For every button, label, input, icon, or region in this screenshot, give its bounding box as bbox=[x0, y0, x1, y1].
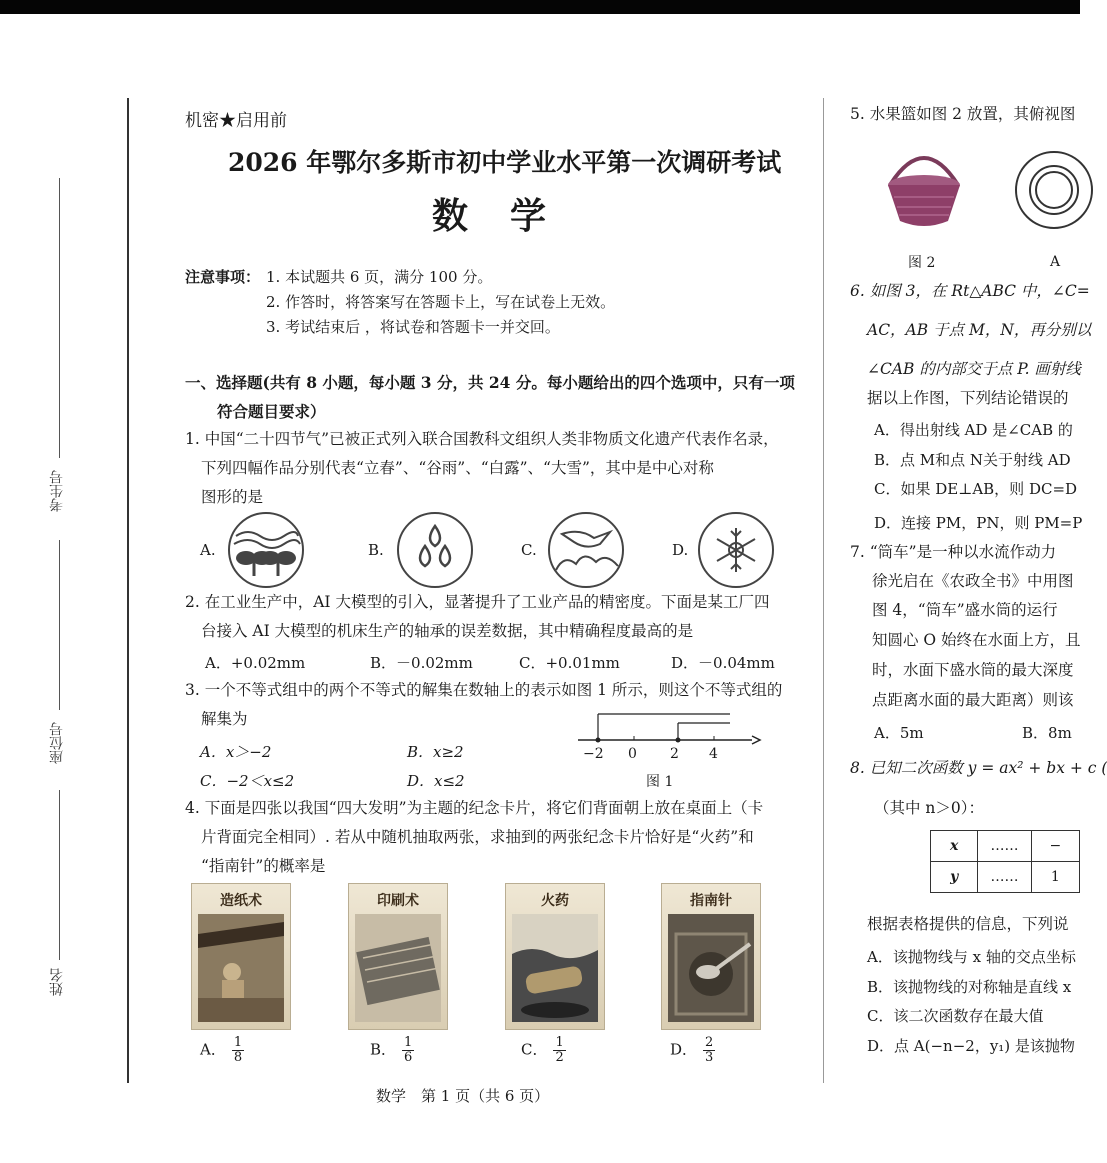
q2-option-c: C．+0.01mm bbox=[519, 654, 620, 672]
table-row bbox=[931, 862, 1080, 893]
top-view-option-a-figure bbox=[1012, 150, 1080, 230]
q6-line: AC，AB 于点 M，N，再分别以 bbox=[867, 321, 1092, 339]
table-row bbox=[931, 831, 1080, 862]
solar-term-bailu-icon bbox=[548, 512, 624, 588]
fruit-basket-figure bbox=[884, 145, 964, 235]
figure-1-caption: 图 1 bbox=[646, 774, 674, 790]
q3-line: 解集为 bbox=[201, 710, 248, 728]
q7-line: 徐光启在《农政全书》中用图 bbox=[872, 572, 1074, 590]
q4-option-c: C． $\frac{1}{2}$ bbox=[521, 1035, 564, 1065]
left-margin-line bbox=[127, 98, 129, 1083]
q7-option-b: B．8m bbox=[1022, 724, 1072, 742]
q1-option-b: B. bbox=[368, 541, 384, 559]
q6-option-a: A．得出射线 AD 是∠CAB 的 bbox=[874, 421, 1073, 439]
q7-line: 时，水面下盛水筒的最大深度 bbox=[872, 661, 1074, 679]
q3-option-d: D．x≤2 bbox=[407, 772, 465, 790]
card-title: 造纸术 bbox=[220, 893, 262, 909]
sidebar-line bbox=[59, 790, 60, 960]
q3-option-b: B．x≥2 bbox=[407, 743, 464, 761]
q6-option-b: B．点 M和点 N关于射线 AD bbox=[874, 451, 1071, 469]
page-footer: 数学 第 1 页（共 6 页） bbox=[376, 1087, 550, 1105]
q8-after-table: 根据表格提供的信息，下列说 bbox=[867, 915, 1069, 933]
notice-label: 注意事项： bbox=[185, 268, 261, 286]
q7-option-a: A．5m bbox=[874, 724, 924, 742]
q4-line: 片背面完全相同）. 若从中随机抽取两张，求抽到的两张纪念卡片恰好是“火药”和 bbox=[201, 828, 754, 846]
notice-item: 3. 考试结束后 ，将试卷和答题卡一并交回。 bbox=[266, 318, 560, 336]
q7-line: 点距离水面的最大距离）则该 bbox=[872, 691, 1074, 709]
q1-line: 下列四幅作品分别代表“立春”、“谷雨”、“白露”、“大雪”，其中是中心对称 bbox=[201, 459, 714, 477]
sidebar-line bbox=[59, 178, 60, 458]
card-title: 指南针 bbox=[690, 893, 732, 909]
axis-tick-label: −2 bbox=[583, 746, 604, 762]
figure-2-caption: 图 2 bbox=[908, 255, 936, 271]
q1-line: 1. 中国“二十四节气”已被正式列入联合国教科文组织人类非物质文化遗产代表作名录， bbox=[185, 430, 779, 448]
solar-term-daxue-icon bbox=[698, 512, 774, 588]
seat-label: 座位号 bbox=[49, 722, 65, 764]
q4-option-b: B． $\frac{1}{6}$ bbox=[370, 1035, 413, 1065]
sidebar-line bbox=[59, 540, 60, 710]
card-printing bbox=[348, 883, 448, 1030]
q7-line: 7. “筒车”是一种以水流作动力 bbox=[850, 543, 1057, 561]
q5-line: 5. 水果篮如图 2 放置，其俯视图 bbox=[850, 105, 1076, 123]
axis-tick-label: 4 bbox=[709, 746, 718, 762]
notice-item: 1. 本试题共 6 页，满分 100 分。 bbox=[266, 268, 493, 286]
q2-line: 2. 在工业生产中，AI 大模型的引入，显著提升了工业产品的精密度。下面是某工厂四 bbox=[185, 593, 770, 611]
exam-no-label: 考生号 bbox=[49, 470, 65, 512]
table-cell: − bbox=[1031, 831, 1079, 862]
q6-option-c: C．如果 DE⊥AB，则 DC=D bbox=[874, 480, 1078, 498]
table-cell: …… bbox=[978, 831, 1031, 862]
notice-item: 2. 作答时，将答案写在答题卡上，写在试卷上无效。 bbox=[266, 293, 616, 311]
top-black-bar bbox=[0, 0, 1080, 14]
q2-option-a: A．+0.02mm bbox=[205, 654, 306, 672]
table-cell: x bbox=[931, 831, 978, 862]
exam-title: 2026 年鄂尔多斯市初中学业水平第一次调研考试 bbox=[228, 148, 782, 177]
q8-option-c: C．该二次函数存在最大值 bbox=[867, 1007, 1044, 1025]
section-heading: 一、选择题(共有 8 小题，每小题 3 分，共 24 分。每小题给出的四个选项中，只有一项 bbox=[185, 373, 795, 392]
q6-line: 6. 如图 3，在 Rt△ABC 中，∠C= bbox=[850, 282, 1090, 300]
q8-option-d: D．点 A(−n−2，y₁) 是该抛物 bbox=[867, 1037, 1075, 1055]
q3-option-c: C．−2＜x≤2 bbox=[200, 772, 295, 790]
column-divider bbox=[823, 98, 824, 1083]
q8-line: 8. 已知二次函数 y = ax² + bx + c ( bbox=[850, 759, 1107, 777]
q1-option-c: C. bbox=[521, 541, 537, 559]
q2-line: 台接入 AI 大模型的机床生产的轴承的误差数据，其中精确程度最高的是 bbox=[201, 622, 694, 640]
q7-line: 图 4，“筒车”盛水筒的运行 bbox=[872, 601, 1058, 619]
q6-line: ∠CAB 的内部交于点 P. 画射线 bbox=[867, 360, 1081, 378]
q4-option-d: D． $\frac{2}{3}$ bbox=[670, 1035, 714, 1065]
card-papermaking bbox=[191, 883, 291, 1030]
q2-option-b: B．－0.02mm bbox=[370, 654, 473, 672]
q4-line: “指南针”的概率是 bbox=[201, 857, 326, 875]
card-compass bbox=[661, 883, 761, 1030]
table-cell: 1 bbox=[1031, 862, 1079, 893]
q8-option-b: B．该抛物线的对称轴是直线 x bbox=[867, 978, 1072, 996]
q8-line: （其中 n＞0）： bbox=[874, 799, 985, 817]
card-title: 印刷术 bbox=[377, 893, 419, 909]
card-gunpowder bbox=[505, 883, 605, 1030]
q8-option-a: A．该抛物线与 x 轴的交点坐标 bbox=[867, 948, 1076, 966]
axis-tick-label: 2 bbox=[670, 746, 679, 762]
subject-title: 数学 bbox=[432, 195, 589, 237]
q3-option-a: A．x＞−2 bbox=[200, 743, 272, 761]
table-cell: y bbox=[931, 862, 978, 893]
solar-term-guyu-icon bbox=[397, 512, 473, 588]
q7-line: 知圆心 O 始终在水面上方，且 bbox=[872, 631, 1081, 649]
q3-line: 3. 一个不等式组中的两个不等式的解集在数轴上的表示如图 1 所示，则这个不等式组的 bbox=[185, 681, 783, 699]
card-title: 火药 bbox=[541, 893, 569, 909]
q1-line: 图形的是 bbox=[201, 488, 264, 506]
q6-line: 据以上作图，下列结论错误的 bbox=[867, 389, 1069, 407]
q1-option-d: D. bbox=[672, 541, 689, 559]
q4-option-a: A． $\frac{1}{8}$ bbox=[200, 1035, 243, 1065]
q4-line: 4. 下面是四张以我国“四大发明”为主题的纪念卡片，将它们背面朝上放在桌面上（卡 bbox=[185, 799, 764, 817]
secret-mark: 机密★启用前 bbox=[185, 111, 287, 131]
solar-term-lichun-icon bbox=[228, 512, 304, 588]
q5-option-a: A bbox=[1050, 254, 1061, 270]
section-heading-cont: 符合题目要求） bbox=[217, 402, 326, 421]
name-label: 姓名 bbox=[49, 968, 65, 996]
q2-option-d: D．－0.04mm bbox=[671, 654, 775, 672]
q8-value-table bbox=[930, 830, 1080, 893]
q1-option-a: A. bbox=[200, 541, 216, 559]
axis-tick-label: 0 bbox=[628, 746, 637, 762]
table-cell: …… bbox=[978, 862, 1031, 893]
q6-option-d: D．连接 PM，PN，则 PM=P bbox=[874, 514, 1083, 532]
